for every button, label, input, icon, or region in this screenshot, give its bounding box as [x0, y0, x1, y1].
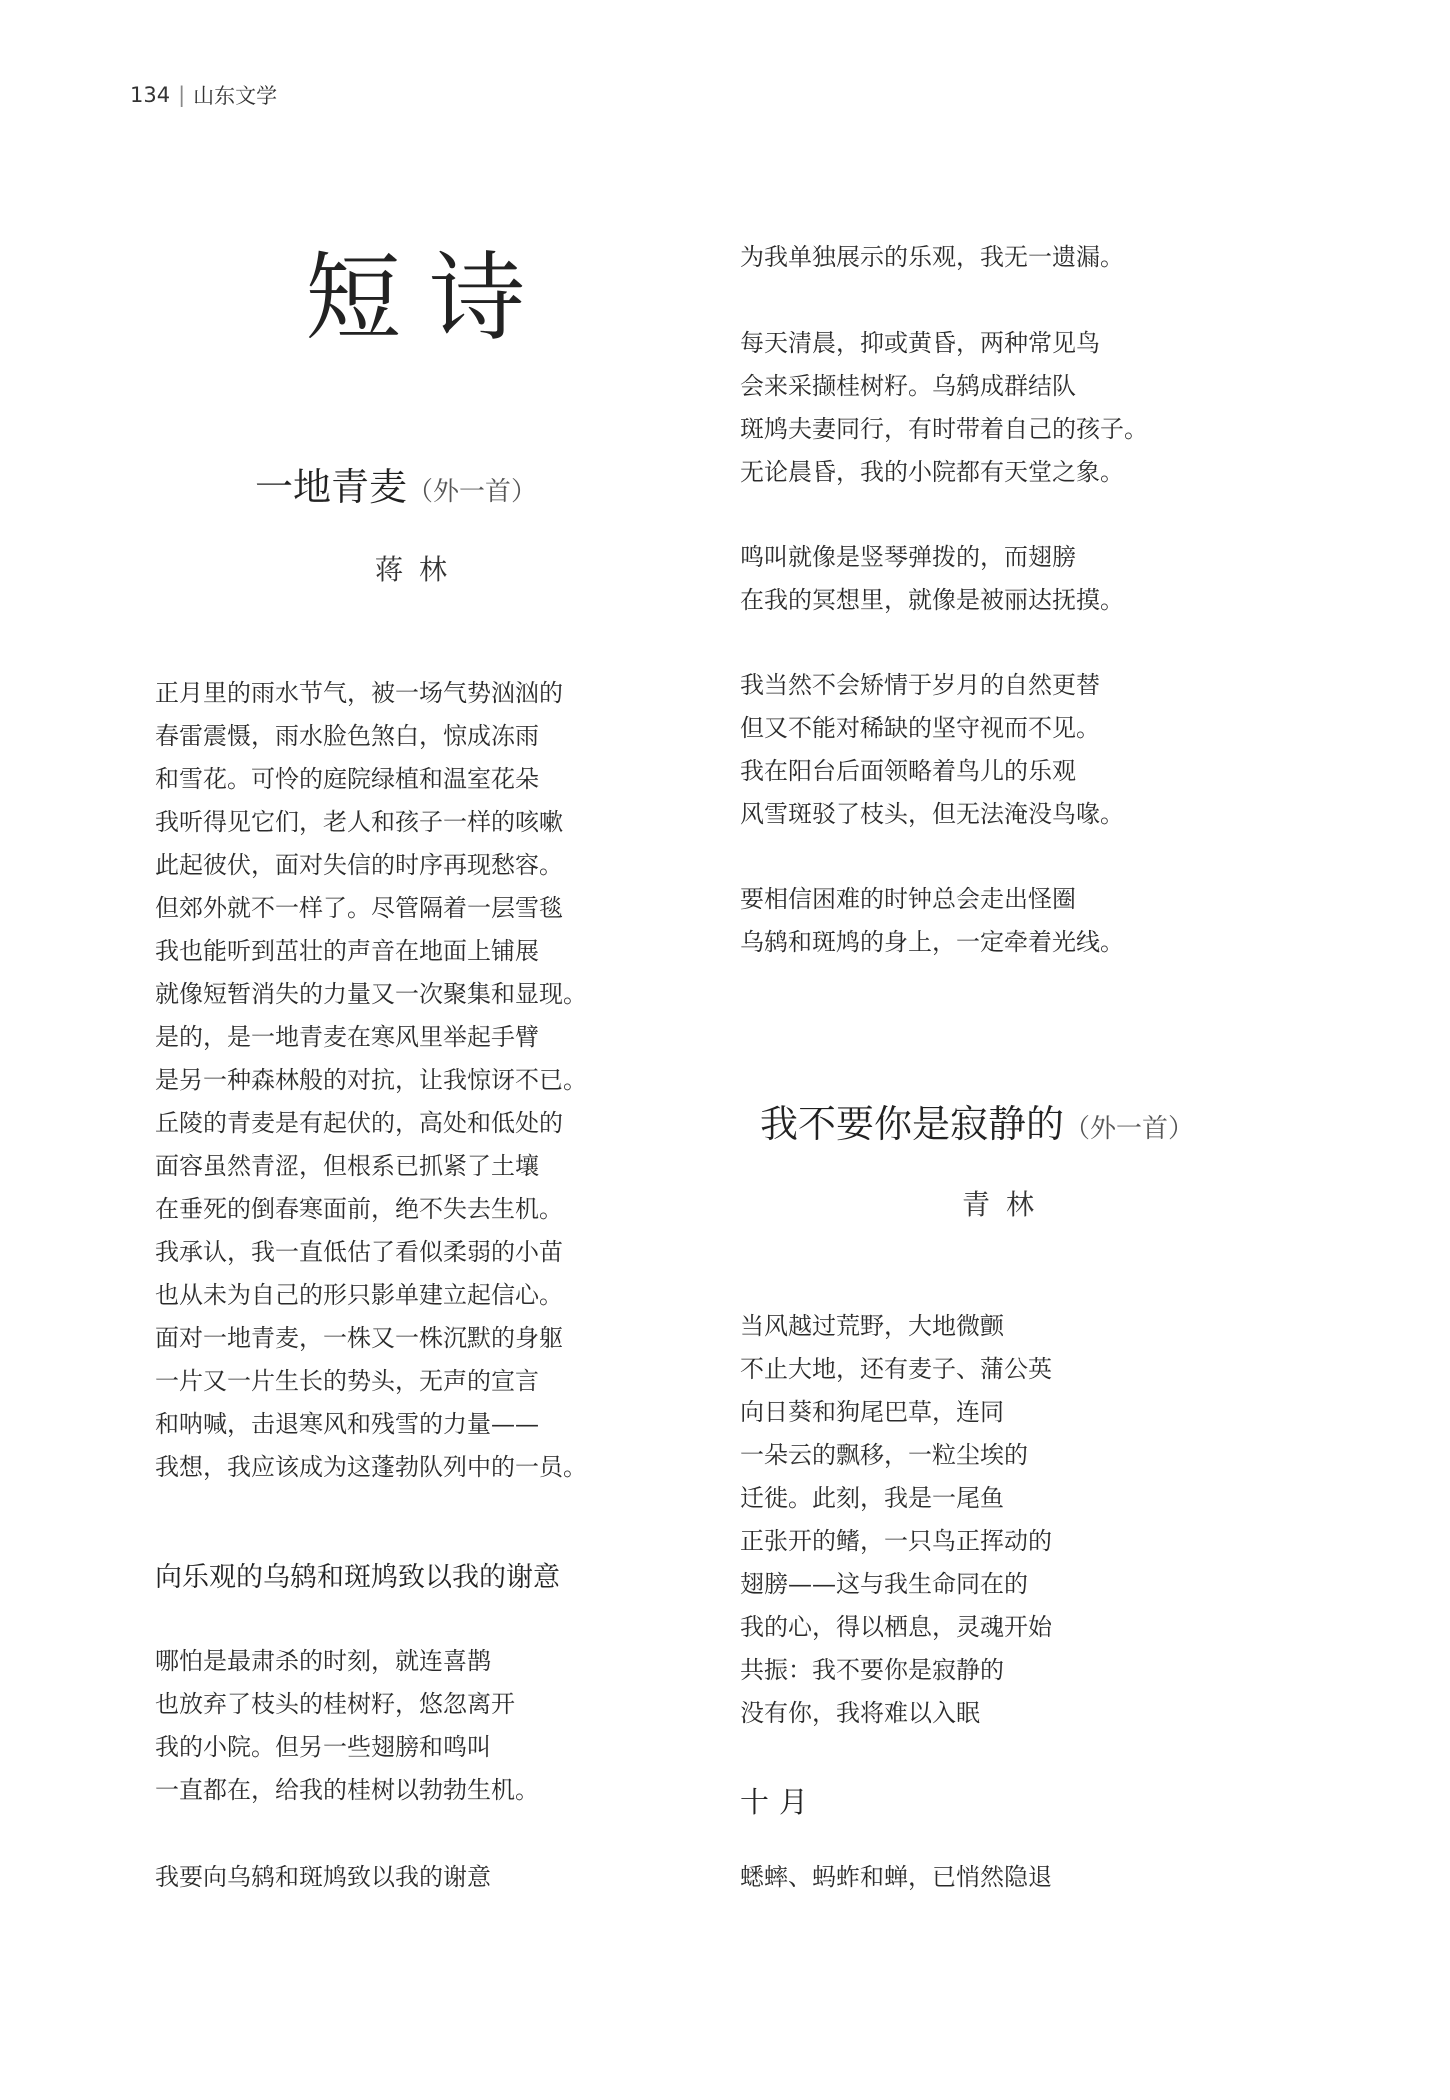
poem-line: 但郊外就不一样了。尽管隔着一层雪毯	[155, 894, 563, 922]
poem-line: 我承认，我一直低估了看似柔弱的小苗	[155, 1238, 563, 1266]
poem-title-yidi-qingmai	[255, 456, 537, 511]
poem-subtitle: 向乐观的乌鸫和斑鸠致以我的谢意	[155, 1562, 560, 1593]
poem-line: 正月里的雨水节气，被一场气势汹汹的	[155, 679, 563, 707]
poem-line: 我的小院。但另一些翅膀和鸣叫	[155, 1733, 491, 1761]
poem-line: 为我单独展示的乐观，我无一遗漏。	[740, 243, 1124, 271]
poem-line: 春雷震慑，雨水脸色煞白，惊成冻雨	[155, 722, 539, 750]
poem-line: 一直都在，给我的桂树以勃勃生机。	[155, 1776, 539, 1804]
poem-stanza	[740, 664, 1124, 836]
poem-stanza	[740, 1856, 1052, 1899]
poem-stanza	[740, 878, 1124, 964]
poem-stanza	[155, 1856, 491, 1899]
poem-stanza	[740, 536, 1124, 622]
poem-line: 要相信困难的时钟总会走出怪圈	[740, 885, 1076, 913]
poem-line: 风雪斑驳了枝头，但无法淹没鸟喙。	[740, 800, 1124, 828]
poem-stanza	[155, 672, 587, 1489]
poem-line: 面对一地青麦，一株又一株沉默的身躯	[155, 1324, 563, 1352]
poem-stanza	[740, 236, 1124, 279]
poem-line: 在垂死的倒春寒面前，绝不失去生机。	[155, 1195, 563, 1223]
poem-line: 我听得见它们，老人和孩子一样的咳嗽	[155, 808, 563, 836]
poem-title-text: 一地青麦	[255, 465, 408, 509]
poem-title-wo-buyao	[760, 1093, 1194, 1148]
journal-name: 山东文学	[193, 84, 278, 108]
poem-line: 每天清晨，抑或黄昏，两种常见鸟	[740, 329, 1100, 357]
poem-line: 蟋蟀、蚂蚱和蝉，已悄然隐退	[740, 1863, 1052, 1891]
poem-line: 向日葵和狗尾巴草，连同	[740, 1398, 1004, 1426]
poem-line: 没有你，我将难以入眠	[740, 1699, 980, 1727]
poem-author: 青林	[962, 1188, 1051, 1221]
header-separator: |	[178, 83, 186, 107]
poem-line: 一片又一片生长的势头，无声的宣言	[155, 1367, 539, 1395]
poem-line: 就像短暂消失的力量又一次聚集和显现。	[155, 980, 587, 1008]
poem-line: 但又不能对稀缺的坚守视而不见。	[740, 714, 1100, 742]
poem-line: 也放弃了枝头的桂树籽，悠忽离开	[155, 1690, 515, 1718]
poem-line: 正张开的鳍，一只鸟正挥动的	[740, 1527, 1052, 1555]
poem-line: 迁徙。此刻，我是一尾鱼	[740, 1484, 1004, 1512]
poem-title-text: 我不要你是寂静的	[760, 1102, 1065, 1146]
poem-line: 乌鸫和斑鸠的身上，一定牵着光线。	[740, 928, 1124, 956]
poem-line: 我想，我应该成为这蓬勃队列中的一员。	[155, 1453, 587, 1481]
poem-line: 此起彼伏，面对失信的时序再现愁容。	[155, 851, 563, 879]
poem-line: 我在阳台后面领略着鸟儿的乐观	[740, 757, 1076, 785]
poem-line: 斑鸠夫妻同行，有时带着自己的孩子。	[740, 415, 1148, 443]
poem-line: 哪怕是最肃杀的时刻，就连喜鹊	[155, 1647, 491, 1675]
poem-title-note: （外一首）	[1064, 1114, 1195, 1144]
poem-line: 我要向乌鸫和斑鸠致以我的谢意	[155, 1863, 491, 1891]
poem-line: 鸣叫就像是竖琴弹拨的，而翅膀	[740, 543, 1076, 571]
page-number: 134	[130, 83, 171, 107]
poem-line: 是另一种森林般的对抗，让我惊讶不已。	[155, 1066, 587, 1094]
poem-line: 我也能听到茁壮的声音在地面上铺展	[155, 937, 539, 965]
poem-stanza	[740, 322, 1148, 494]
poem-author: 蒋林	[375, 553, 464, 586]
poem-line: 也从未为自己的形只影单建立起信心。	[155, 1281, 563, 1309]
poem-line: 共振：我不要你是寂静的	[740, 1656, 1004, 1684]
running-header	[130, 80, 277, 110]
poem-line: 翅膀——这与我生命同在的	[740, 1570, 1028, 1598]
poem-line: 面容虽然青涩，但根系已抓紧了土壤	[155, 1152, 539, 1180]
poem-stanza	[740, 1305, 1052, 1735]
poem-line: 不止大地，还有麦子、蒲公英	[740, 1355, 1052, 1383]
poem-line: 丘陵的青麦是有起伏的，高处和低处的	[155, 1109, 563, 1137]
poem-line: 我的心，得以栖息，灵魂开始	[740, 1613, 1052, 1641]
poem-line: 一朵云的飘移，一粒尘埃的	[740, 1441, 1028, 1469]
poem-line: 当风越过荒野，大地微颤	[740, 1312, 1004, 1340]
section-title: 短诗	[305, 242, 553, 354]
poem-line: 是的，是一地青麦在寒风里举起手臂	[155, 1023, 539, 1051]
poem-line: 和雪花。可怜的庭院绿植和温室花朵	[155, 765, 539, 793]
poem-title-note: （外一首）	[407, 477, 538, 507]
poem-line: 在我的冥想里，就像是被丽达抚摸。	[740, 586, 1124, 614]
poem-stanza	[155, 1640, 539, 1812]
poem-line: 会来采撷桂树籽。乌鸫成群结队	[740, 372, 1076, 400]
poem-line: 无论晨昏，我的小院都有天堂之象。	[740, 458, 1124, 486]
poem-line: 我当然不会矫情于岁月的自然更替	[740, 671, 1100, 699]
poem-subtitle: 十月	[740, 1785, 819, 1819]
poem-line: 和呐喊，击退寒风和残雪的力量——	[155, 1410, 539, 1438]
